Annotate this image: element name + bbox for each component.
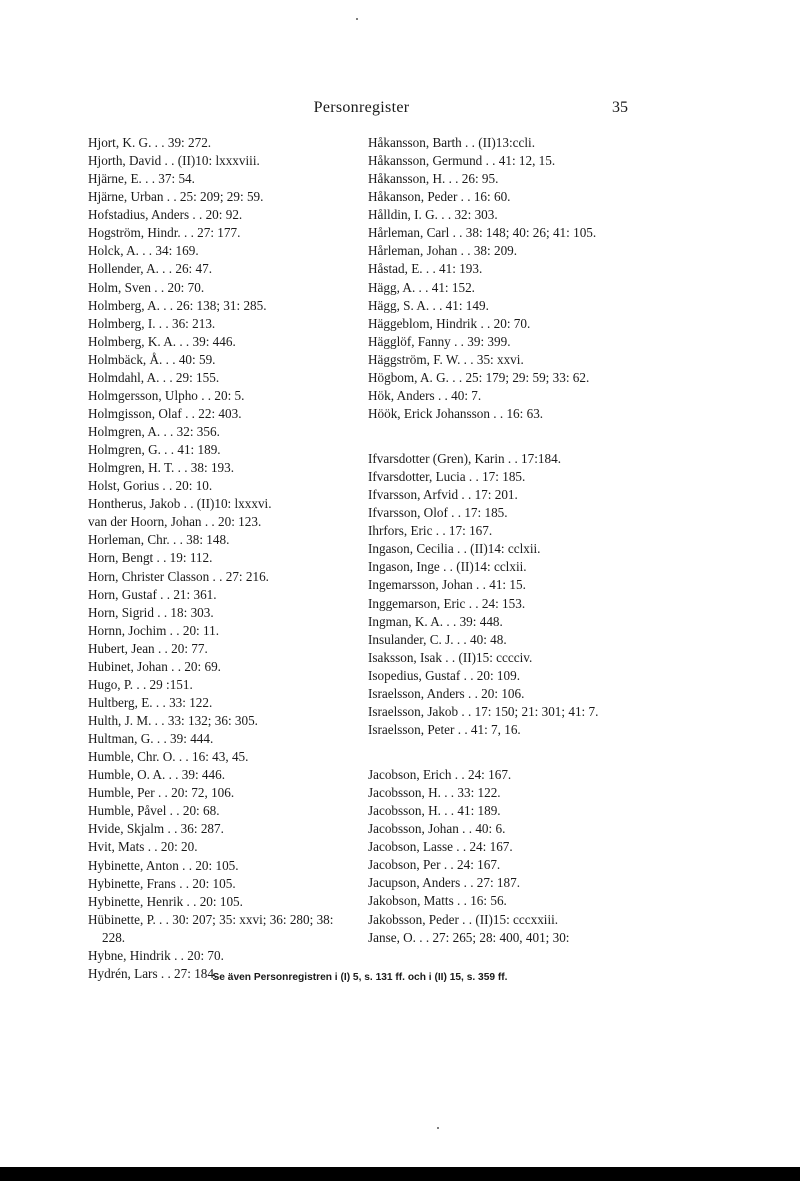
- index-entry: Horn, Christer Classon . . 27: 216.: [88, 568, 269, 584]
- index-entry: Hvit, Mats . . 20: 20.: [88, 839, 198, 855]
- page-number: 35: [612, 99, 628, 116]
- index-entry: Hultman, G. . . 39: 444.: [88, 731, 214, 747]
- index-entry: Hjärne, E. . . 37: 54.: [88, 171, 195, 187]
- index-entry: Horn, Sigrid . . 18: 303.: [88, 604, 214, 620]
- index-entry: Hultberg, E. . . 33: 122.: [88, 694, 213, 710]
- scan-border: [0, 1167, 800, 1181]
- index-entry: Hornn, Jochim . . 20: 11.: [88, 622, 220, 638]
- index-entry: Hök, Anders . . 40: 7.: [368, 387, 482, 403]
- index-entry: Horn, Bengt . . 19: 112.: [88, 550, 213, 566]
- index-entry: Horleman, Chr. . . 38: 148.: [88, 532, 230, 548]
- index-entry: Horn, Gustaf . . 21: 361.: [88, 586, 217, 602]
- index-group-j: [368, 766, 630, 947]
- group-spacer: [368, 423, 630, 450]
- index-entry: Håkansson, H. . . 26: 95.: [368, 171, 499, 187]
- page-title: Personregister: [313, 99, 410, 116]
- index-entry: Ifvarsdotter (Gren), Karin . . 17:184.: [368, 451, 561, 466]
- index-entry: Jacupson, Anders . . 27: 187.: [368, 875, 521, 891]
- index-entry: Jacobsson, Johan . . 40: 6.: [368, 821, 506, 837]
- index-entry: Jacobsson, H. . . 33: 122.: [368, 785, 501, 801]
- index-entry: Inggemarson, Eric . . 24: 153.: [368, 595, 526, 611]
- index-entry: Häggström, F. W. . . 35: xxvi.: [368, 351, 524, 367]
- index-entry: Humble, Chr. O. . . 16: 43, 45.: [88, 749, 249, 765]
- index-entry: van der Hoorn, Johan . . 20: 123.: [88, 514, 262, 530]
- index-entry: Hubert, Jean . . 20: 77.: [88, 640, 208, 656]
- index-entry: Häggeblom, Hindrik . . 20: 70.: [368, 315, 531, 331]
- index-entry: Holmberg, A. . . 26: 138; 31: 285.: [88, 297, 267, 313]
- index-entry: Humble, Påvel . . 20: 68.: [88, 803, 220, 819]
- index-entry: Holmgren, H. T. . . 38: 193.: [88, 460, 235, 476]
- index-entry: Hulth, J. M. . . 33: 132; 36: 305.: [88, 713, 258, 728]
- footnote: Se även Personregistren i (I) 5, s. 131 ff. och i (II) 15, s. 359 ff.: [212, 972, 508, 983]
- index-entry: Hybne, Hindrik . . 20: 70.: [88, 947, 224, 963]
- index-entry: Jacobson, Per . . 24: 167.: [368, 857, 501, 873]
- index-entry: Håkansson, Germund . . 41: 12, 15.: [368, 153, 556, 169]
- group-spacer: [368, 739, 630, 766]
- index-entry: Hogström, Hindr. . . 27: 177.: [88, 225, 241, 241]
- index-entry: Insulander, C. J. . . 40: 48.: [368, 631, 507, 647]
- index-entry: Hollender, A. . . 26: 47.: [88, 261, 213, 277]
- index-entry: Hålldin, I. G. . . 32: 303.: [368, 207, 498, 223]
- index-entry: Ingason, Cecilia . . (II)14: cclxii.: [368, 541, 541, 557]
- scan-speck: [437, 1127, 439, 1129]
- index-entry: Hårleman, Johan . . 38: 209.: [368, 243, 518, 259]
- index-group-i: [368, 450, 630, 739]
- index-entry: Holst, Gorius . . 20: 10.: [88, 478, 213, 494]
- index-entry: Jacobson, Erich . . 24: 167.: [368, 767, 512, 782]
- index-entry: Jakobsson, Peder . . (II)15: cccxxiii.: [368, 911, 559, 927]
- index-entry: Hårleman, Carl . . 38: 148; 40: 26; 41: 105.: [368, 225, 597, 241]
- index-entry: Hübinette, P. . . 30: 207; 35: xxvi; 36: 280; 38: 228.: [88, 911, 334, 945]
- index-entry: Israelsson, Jakob . . 17: 150; 21: 301; 41: 7.: [368, 703, 599, 719]
- index-entry: Holmberg, K. A. . . 39: 446.: [88, 333, 236, 349]
- index-entry: Isopedius, Gustaf . . 20: 109.: [368, 667, 521, 683]
- index-entry: Ifvarsson, Arfvid . . 17: 201.: [368, 487, 518, 503]
- index-entry: Ifvarsson, Olof . . 17: 185.: [368, 505, 508, 521]
- index-entry: Ifvarsdotter, Lucia . . 17: 185.: [368, 469, 526, 485]
- index-entry: Holmgersson, Ulpho . . 20: 5.: [88, 387, 245, 403]
- index-entry: Högbom, A. G. . . 25: 179; 29: 59; 33: 62.: [368, 369, 590, 385]
- index-entry: Jakobson, Matts . . 16: 56.: [368, 893, 507, 909]
- index-entry: Humble, O. A. . . 39: 446.: [88, 767, 225, 783]
- index-column-right: [368, 134, 630, 947]
- index-entry: Humble, Per . . 20: 72, 106.: [88, 785, 235, 801]
- index-entry: Jacobson, Lasse . . 24: 167.: [368, 839, 513, 855]
- index-entry: Hjorth, David . . (II)10: lxxxviii.: [88, 153, 260, 169]
- index-entry: Hugo, P. . . 29 :151.: [88, 676, 193, 692]
- index-entry: Hvide, Skjalm . . 36: 287.: [88, 821, 224, 837]
- index-entry: Hjort, K. G. . . 39: 272.: [88, 135, 212, 150]
- index-entry: Håstad, E. . . 41: 193.: [368, 261, 483, 277]
- index-entry: Hydrén, Lars . . 27: 184.: [88, 965, 218, 981]
- index-entry: Håkansson, Barth . . (II)13:ccli.: [368, 135, 535, 150]
- index-entry: Holmberg, I. . . 36: 213.: [88, 315, 216, 331]
- index-entry: Ingason, Inge . . (II)14: cclxii.: [368, 559, 527, 575]
- index-entry: Holmgren, G. . . 41: 189.: [88, 442, 221, 458]
- index-entry: Hofstadius, Anders . . 20: 92.: [88, 207, 243, 223]
- index-entry: Jacobsson, H. . . 41: 189.: [368, 803, 501, 819]
- index-entry: Ihrfors, Eric . . 17: 167.: [368, 523, 493, 539]
- index-entry: Holck, A. . . 34: 169.: [88, 243, 199, 259]
- index-column-left: [88, 134, 350, 983]
- index-entry: Hybinette, Henrik . . 20: 105.: [88, 893, 243, 909]
- index-entry: Israelsson, Anders . . 20: 106.: [368, 685, 525, 701]
- index-entry: Hägglöf, Fanny . . 39: 399.: [368, 333, 511, 349]
- index-entry: Hybinette, Anton . . 20: 105.: [88, 857, 239, 873]
- index-entry: Hybinette, Frans . . 20: 105.: [88, 875, 236, 891]
- index-entry: Hontherus, Jakob . . (II)10: lxxxvi.: [88, 496, 272, 512]
- index-entry: Holmgren, A. . . 32: 356.: [88, 424, 220, 439]
- index-entry: Janse, O. . . 27: 265; 28: 400, 401; 30:: [368, 929, 570, 945]
- index-entry: Håkanson, Peder . . 16: 60.: [368, 189, 511, 205]
- index-group-h: [368, 134, 630, 423]
- index-entry: Holmdahl, A. . . 29: 155.: [88, 369, 220, 385]
- scan-speck: [356, 18, 358, 20]
- index-entry: Ingman, K. A. . . 39: 448.: [368, 613, 503, 629]
- index-entry: Israelsson, Peter . . 41: 7, 16.: [368, 721, 521, 737]
- index-entry: Isaksson, Isak . . (II)15: cccciv.: [368, 649, 533, 665]
- index-entry: Hubinet, Johan . . 20: 69.: [88, 658, 221, 674]
- index-entry: Höök, Erick Johansson . . 16: 63.: [368, 405, 544, 421]
- index-entry: Hägg, A. . . 41: 152.: [368, 279, 475, 295]
- index-entry: Ingemarsson, Johan . . 41: 15.: [368, 577, 526, 593]
- index-entry: Holmgisson, Olaf . . 22: 403.: [88, 405, 242, 421]
- index-entry: Hjärne, Urban . . 25: 209; 29: 59.: [88, 189, 264, 205]
- index-entry: Hägg, S. A. . . 41: 149.: [368, 297, 489, 313]
- index-entry: Holm, Sven . . 20: 70.: [88, 279, 205, 295]
- index-entry: Holmbäck, Å. . . 40: 59.: [88, 351, 216, 367]
